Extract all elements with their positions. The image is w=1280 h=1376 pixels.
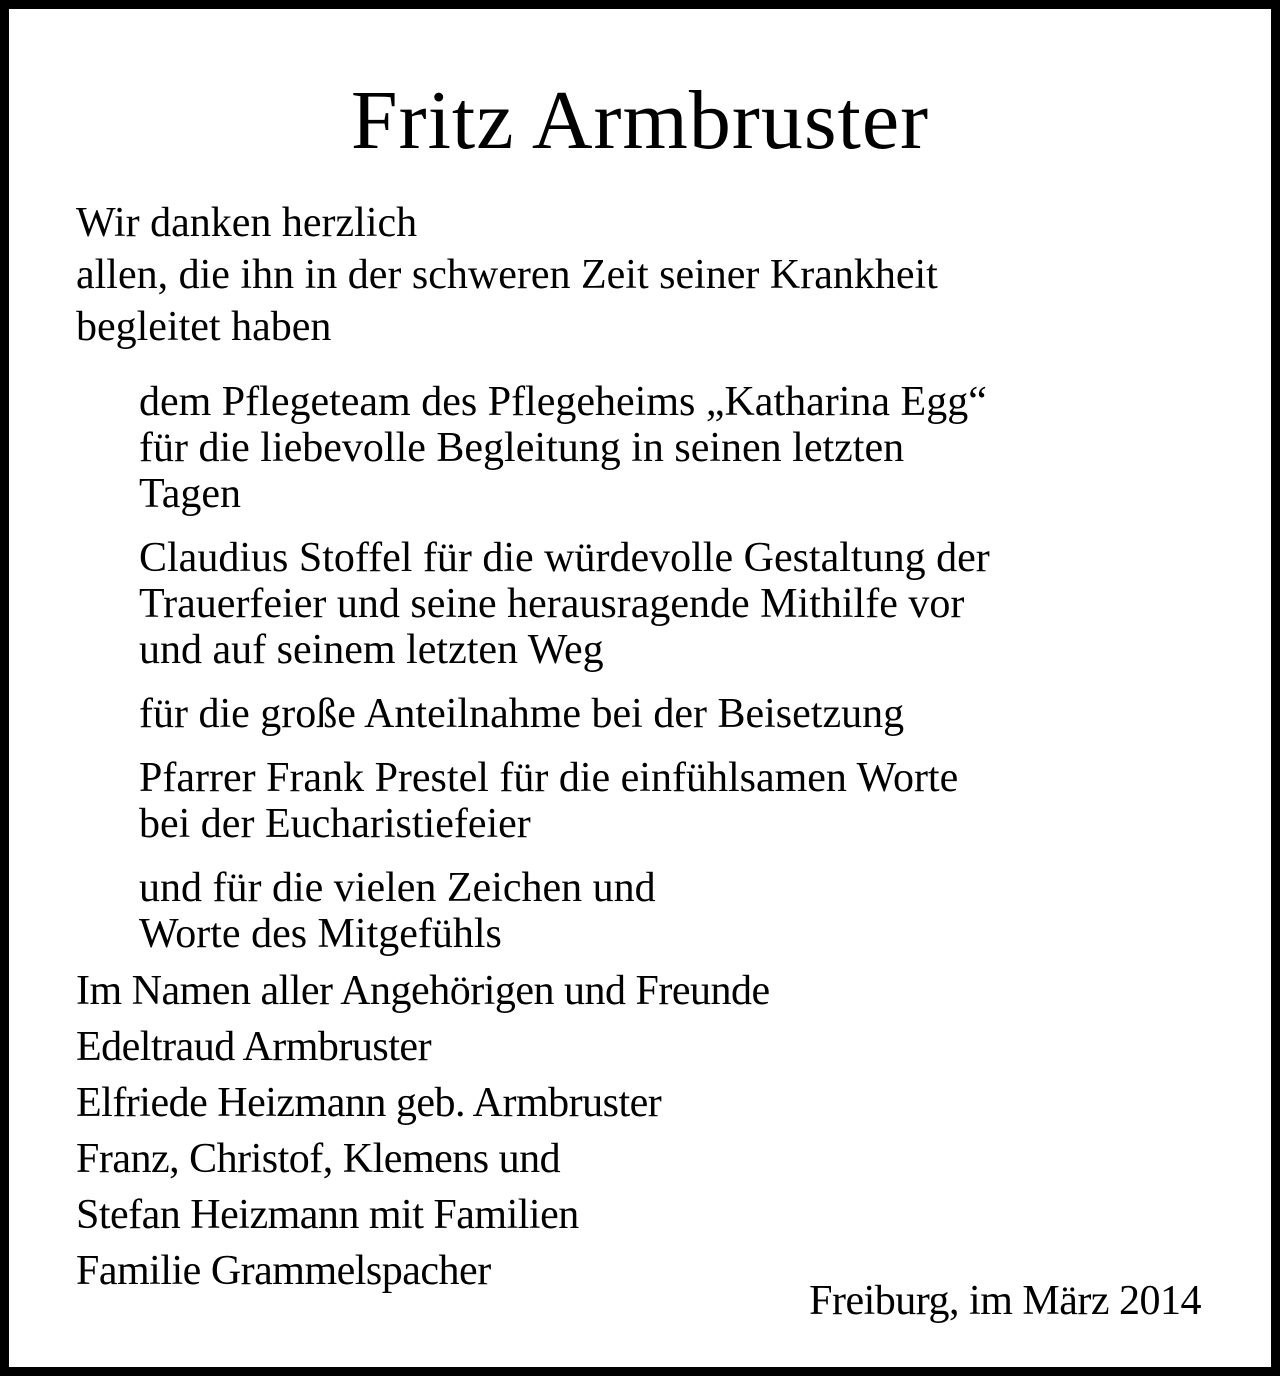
signer-line: Im Namen aller Angehörigen und Freunde [76, 968, 770, 1014]
thanks-line: und für die vielen Zeichen und [139, 865, 656, 911]
thanks-line: Trauerfeier und seine herausragende Mithilfe vor [139, 581, 965, 627]
intro-line: Wir danken herzlich [76, 200, 418, 246]
thanks-line: und auf seinem letzten Weg [139, 627, 604, 673]
signer-line: Stefan Heizmann mit Familien [76, 1192, 579, 1238]
thanks-line: Tagen [139, 471, 242, 517]
thanks-list [139, 379, 1239, 975]
thanks-line: für die große Anteilnahme bei der Beisetzung [139, 691, 905, 737]
signer-line: Familie Grammelspacher [76, 1248, 491, 1294]
signer-line: Franz, Christof, Klemens und [76, 1136, 561, 1182]
thanks-item-condolences [139, 865, 1239, 957]
signers-block [76, 963, 976, 1299]
thanks-line: Worte des Mitgefühls [139, 911, 502, 957]
thanks-line: für die liebevolle Begleitung in seinen letzten [139, 425, 905, 471]
thanks-item-care-team [139, 379, 1239, 517]
thanks-line: bei der Eucharistiefeier [139, 801, 531, 847]
intro-text [76, 197, 1226, 353]
signer-line: Elfriede Heizmann geb. Armbruster [76, 1080, 662, 1126]
thanks-line: Claudius Stoffel für die würdevolle Gestaltung der [139, 535, 990, 581]
thanks-line: dem Pflegeteam des Pflegeheims „Katharina Egg“ [139, 379, 987, 425]
thanks-item-funeral [139, 535, 1239, 673]
signer-line: Edeltraud Armbruster [76, 1024, 432, 1070]
intro-line: allen, die ihn in der schweren Zeit seiner Krankheit [76, 252, 938, 298]
deceased-name: Fritz Armbruster [350, 74, 930, 167]
thanks-item-sympathy [139, 691, 1239, 737]
place-date: Freiburg, im März 2014 [809, 1278, 1201, 1324]
intro-line: begleitet haben [76, 304, 332, 350]
thanks-item-pastor [139, 755, 1239, 847]
thanks-line: Pfarrer Frank Prestel für die einfühlsamen Worte [139, 755, 959, 801]
